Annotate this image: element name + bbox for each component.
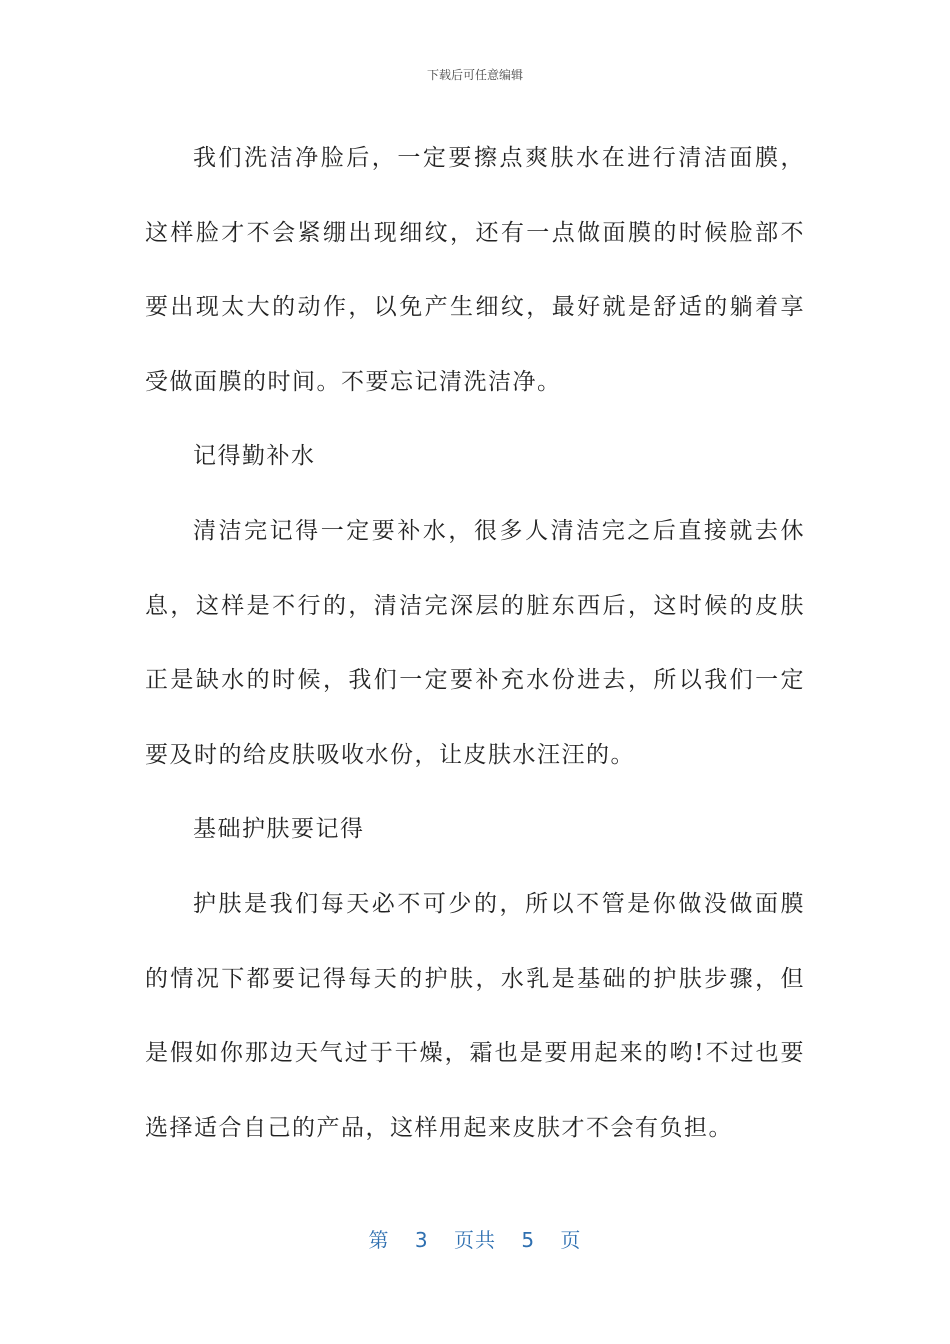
page-number-footer: 第 3 页共 5 页	[368, 1228, 582, 1252]
header-note: 下载后可任意编辑	[426, 68, 523, 82]
paragraph-hydration: 清洁完记得一定要补水，很多人清洁完之后直接就去休息，这样是不行的，清洁完深层的脏东西后，这时候的皮肤正是缺水的时候，我们一定要补充水份进去，所以我们一定要及时的给皮肤吸收水份，让皮肤水汪汪的。	[145, 517, 805, 768]
paragraph-cleansing: 我们洗洁净脸后，一定要擦点爽肤水在进行清洁面膜，这样脸才不会紧绷出现细纹，还有一点做面膜的时候脸部不要出现太大的动作，以免产生细纹，最好就是舒适的躺着享受做面膜的时间。不要忘记清洗洁净。	[145, 145, 805, 395]
document-body	[145, 121, 805, 1165]
section-heading-basic-care: 基础护肤要记得	[193, 816, 365, 843]
section-heading-hydration: 记得勤补水	[193, 443, 316, 470]
paragraph-basic-care: 护肤是我们每天必不可少的，所以不管是你做没做面膜的情况下都要记得每天的护肤，水乳是基础的护肤步骤，但是假如你那边天气过于干燥，霜也是要用起来的哟!不过也要选择适合自己的产品，这样用起来皮肤才不会有负担。	[145, 890, 805, 1141]
